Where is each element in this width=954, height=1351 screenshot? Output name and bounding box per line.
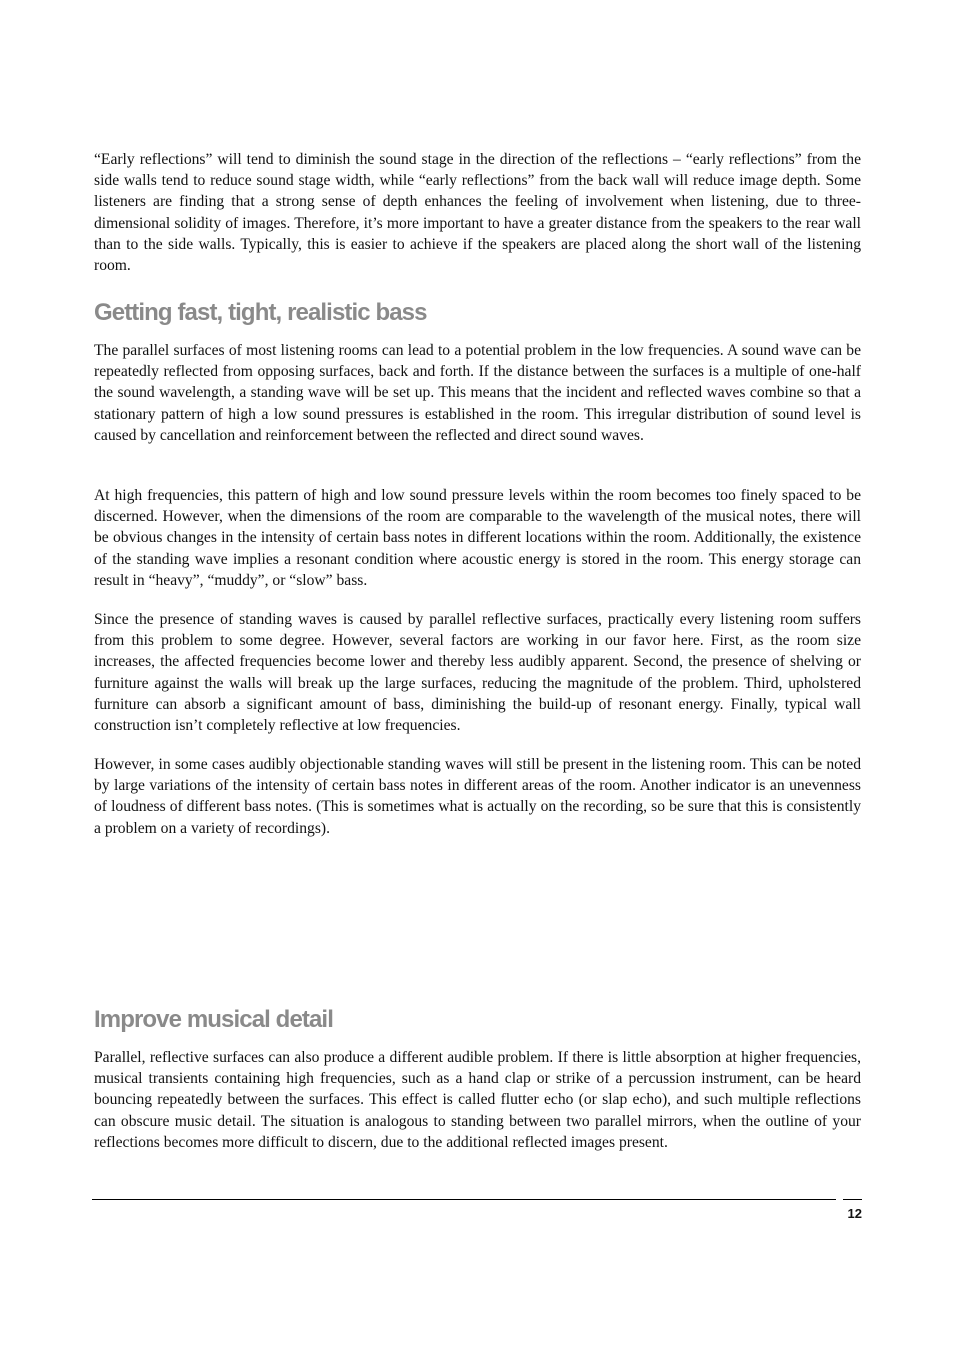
footer-divider: [92, 1199, 836, 1200]
paragraph-standing-waves: The parallel surfaces of most listening rooms can lead to a potential problem in the low frequencies. A sound wave can be repeatedly reflected from opposing surfaces, back and forth. If the distance between the surfaces is a multiple of one-half the sound wavelength, a standing wave will be set up. This means that the incident and reflected waves combine so that a stationary pattern of high a low sound pressures is established in the room. This irregular distribution of sound level is caused by cancellation and reinforcement between the reflected and direct sound waves.: [94, 342, 861, 444]
page-number: 12: [847, 1206, 862, 1221]
paragraph-high-frequencies: At high frequencies, this pattern of high and low sound pressure levels within the room becomes too finely spaced to be discerned. However, when the dimensions of the room are comparable to the wavelength of the musical notes, there will be obvious changes in the intensity of certain bass notes in different locations within the room. Additionally, the existence of the standing wave implies a resonant condition where acoustic energy is stored in the room. This energy storage can result in “heavy”, “muddy”, or “slow” bass.: [94, 487, 861, 589]
footer-page-number-rule: [843, 1199, 862, 1200]
section-heading-detail: Improve musical detail: [94, 1006, 333, 1033]
paragraph-parallel-surfaces: Since the presence of standing waves is caused by parallel reflective surfaces, practically every listening room suffers from this problem to some degree. However, several factors are working in our favor here. First, as the room size increases, the affected frequencies become lower and thereby less audibly apparent. Second, the presence of shelving or furniture against the walls will break up the large surfaces, reducing the magnitude of the problem. Third, upholstered furniture can absorb a significant amount of bass, diminishing the build-up of resonant energy. Finally, typical wall construction isn’t completely reflective at low frequencies.: [94, 611, 861, 735]
paragraph-objectionable-waves: However, in some cases audibly objectionable standing waves will still be present in the listening room. This can be noted by large variations of the intensity of certain bass notes in different areas of the room. Another indicator is an unevenness of loudness of different bass notes. (This is sometimes what is actually on the recording, so be sure that this is consistently a problem on a variety of recordings).: [94, 756, 861, 837]
section-heading-bass: Getting fast, tight, realistic bass: [94, 299, 427, 326]
paragraph-flutter-echo: Parallel, reflective surfaces can also produce a different audible problem. If there is little absorption at higher frequencies, musical transients containing high frequencies, such as a hand clap or strike of a percussion instrument, can be heard bouncing repeatedly between the surfaces. This effect is called flutter echo (or slap echo), and such multiple reflections can obscure music detail. The situation is analogous to standing between two parallel mirrors, when the outline of your reflections becomes more difficult to discern, due to the additional reflected images present.: [94, 1049, 861, 1151]
paragraph-early-reflections: “Early reflections” will tend to diminish the sound stage in the direction of the reflections – “early reflections” from the side walls tend to reduce sound stage width, while “early reflections” from the back wall will reduce image depth. Some listeners are finding that a strong sense of depth enhances the feeling of involvement when listening, due to three-dimensional solidity of images. Therefore, it’s more important to have a greater distance from the speakers to the rear wall than to the side walls. Typically, this is easier to achieve if the speakers are placed along the short wall of the listening room.: [94, 151, 861, 275]
